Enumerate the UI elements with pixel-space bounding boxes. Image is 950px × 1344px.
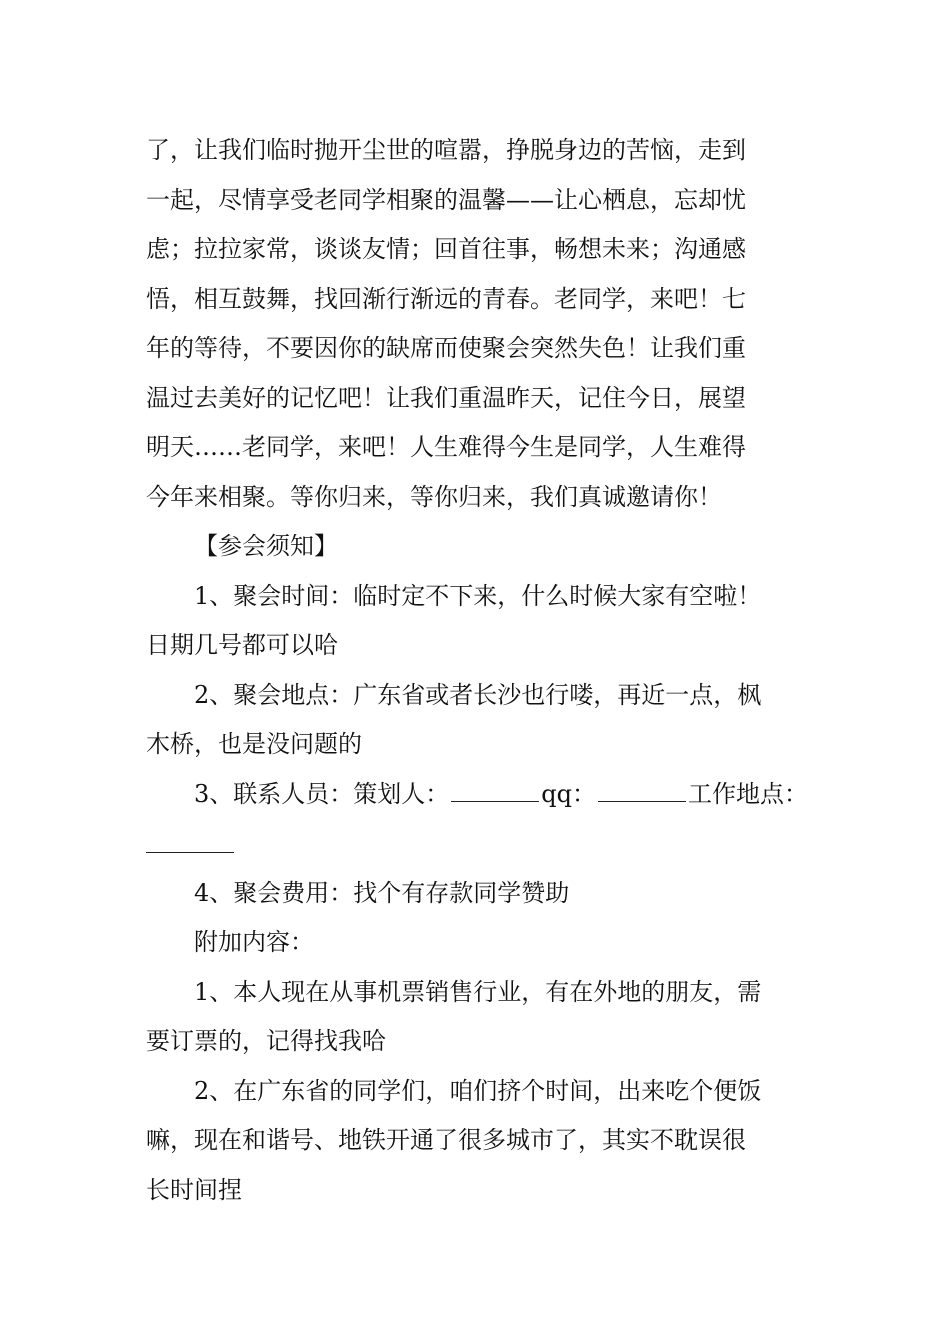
notice-heading: 【参会须知】 — [194, 532, 338, 560]
item-time-line-2: 日期几号都可以哈 — [146, 631, 338, 659]
invitation-line-8: 今年来相聚。等你归来，等你归来，我们真诚邀请你！ — [146, 482, 722, 511]
invitation-line-7: 明天……老同学，来吧！人生难得今生是同学，人生难得 — [146, 433, 746, 461]
invitation-line-6: 温过去美好的记忆吧！让我们重温昨天，记住今日，展望 — [146, 383, 746, 412]
extra-1-line-1: 1、本人现在从事机票销售行业，有在外地的朋友，需 — [194, 977, 762, 1006]
invitation-line-5: 年的等待，不要因你的缺席而使聚会突然失色！让我们重 — [146, 334, 746, 362]
extra-2-line-2: 嘛，现在和谐号、地铁开通了很多城市了，其实不耽误很 — [146, 1126, 746, 1154]
document-body — [146, 126, 809, 1215]
item-place-line-2: 木桥，也是没问题的 — [146, 730, 362, 758]
item-time-line-1: 1、聚会时间：临时定不下来，什么时候大家有空啦！ — [194, 581, 762, 610]
item-cost-line: 4、聚会费用：找个有存款同学赞助 — [194, 878, 570, 907]
contact-prefix: 3、联系人员：策划人： — [194, 779, 450, 808]
invitation-line-2: 一起，尽情享受老同学相聚的温馨——让心栖息，忘却忧 — [146, 185, 746, 214]
extra-heading: 附加内容： — [194, 928, 314, 956]
qq-blank — [598, 781, 686, 802]
planner-blank — [451, 781, 539, 802]
extra-1-line-2: 要订票的，记得找我哈 — [146, 1027, 386, 1055]
invitation-line-4: 悟，相互鼓舞，找回渐行渐远的青春。老同学，来吧！七 — [146, 284, 746, 313]
item-contact-line — [146, 770, 809, 820]
work-place-blank — [146, 852, 234, 853]
work-place-blank-line — [146, 819, 806, 869]
invitation-line-3: 虑；拉拉家常，谈谈友情；回首往事，畅想未来；沟通感 — [146, 235, 746, 263]
item-place-line-1: 2、聚会地点：广东省或者长沙也行喽，再近一点，枫 — [194, 680, 762, 709]
extra-2-line-1: 2、在广东省的同学们，咱们挤个时间，出来吃个便饭 — [194, 1076, 762, 1105]
qq-label: qq： — [541, 779, 597, 808]
work-place-label: 工作地点： — [688, 779, 809, 808]
invitation-line-1: 了，让我们临时抛开尘世的喧嚣，挣脱身边的苦恼，走到 — [146, 136, 746, 164]
extra-2-line-3: 长时间捏 — [146, 1175, 242, 1204]
